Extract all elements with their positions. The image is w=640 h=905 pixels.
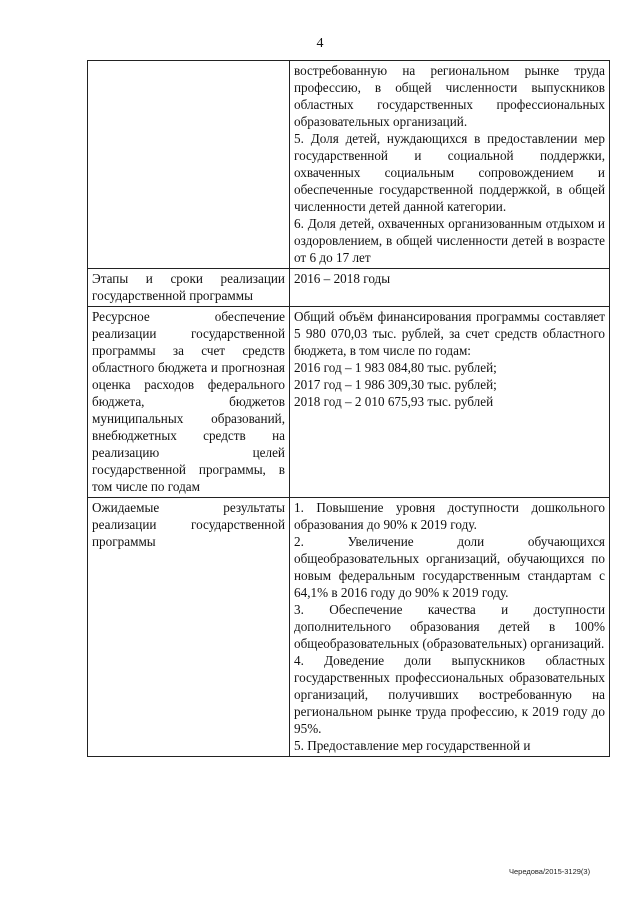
row-label: Ресурсное обеспечение реализации государственной программы за счет средств областного бюджета и прогнозная оценка расходов федерального бюджета, бюджетов муниципальных образований, внебюджетных средств на реализацию целей государственной программы, в том числе по годам bbox=[88, 307, 290, 498]
funding-year: 2016 год – 1 983 084,80 тыс. рублей; bbox=[294, 360, 497, 375]
result-text: 4. Доведение доли выпускников областных государственных профессиональных образовательных организаций, получивших востребованную на региональном рынке труда профессию, к 2019 году до 95%. bbox=[294, 653, 605, 736]
funding-year: 2018 год – 2 010 675,93 тыс. рублей bbox=[294, 394, 494, 409]
row-label: Этапы и сроки реализации государственной программы bbox=[88, 269, 290, 307]
table-row bbox=[88, 307, 610, 498]
row-label bbox=[88, 61, 290, 269]
indicator-text: востребованную на региональном рынке труда профессию, в общей численности выпускников областных государственных профессиональных образовательных организаций. bbox=[294, 63, 605, 129]
page-number: 4 bbox=[316, 36, 324, 51]
indicator-text: 5. Доля детей, нуждающихся в предоставлении мер государственной и социальной поддержки, охваченных социальным сопровождением и обеспеченные государственной поддержкой, в общей численности детей данной категории. bbox=[294, 131, 605, 214]
table-row bbox=[88, 269, 610, 307]
result-text: 1. Повышение уровня доступности дошкольного образования до 90% к 2019 году. bbox=[294, 500, 605, 532]
row-value bbox=[290, 498, 610, 757]
table-row bbox=[88, 61, 610, 269]
indicator-text: 6. Доля детей, охваченных организованным отдыхом и оздоровлением, в общей численности детей в возрасте от 6 до 17 лет bbox=[294, 216, 605, 265]
program-passport-table bbox=[87, 60, 610, 757]
period-text: 2016 – 2018 годы bbox=[294, 271, 391, 286]
funding-text: Общий объём финансирования программы составляет 5 980 070,03 тыс. рублей, за счет средств областного бюджета, в том числе по годам: bbox=[294, 309, 605, 358]
row-value bbox=[290, 269, 610, 307]
row-value bbox=[290, 61, 610, 269]
result-text: 5. Предоставление мер государственной и bbox=[294, 738, 531, 753]
row-value bbox=[290, 307, 610, 498]
result-text: 2. Увеличение доли обучающихся общеобразовательных организаций, обучающихся по новым федеральным государственным стандартам с 64,1% в 2016 году до 90% к 2019 году. bbox=[294, 534, 605, 600]
table-row bbox=[88, 498, 610, 757]
result-text: 3. Обеспечение качества и доступности дополнительного образования детей в 100% общеобразовательных (образовательных) организаций. bbox=[294, 602, 605, 651]
row-label: Ожидаемые результаты реализации государственной программы bbox=[88, 498, 290, 757]
funding-year: 2017 год – 1 986 309,30 тыс. рублей; bbox=[294, 377, 497, 392]
document-code: Чередова/2015-3129(3) bbox=[509, 867, 591, 876]
